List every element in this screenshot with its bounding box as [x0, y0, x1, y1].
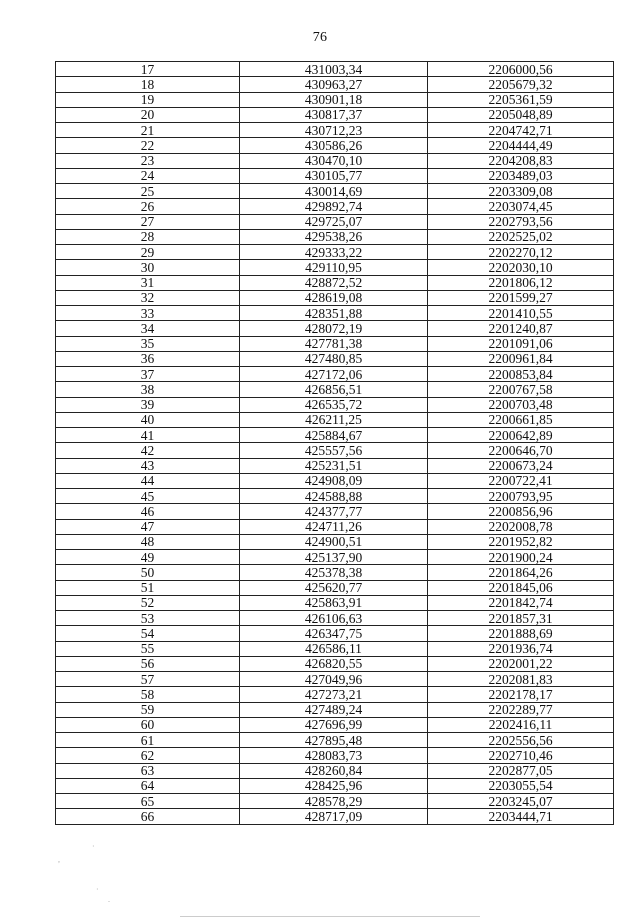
point-number-cell: 59	[56, 702, 240, 717]
x-coordinate-cell: 425620,77	[240, 580, 428, 595]
table-row	[56, 809, 614, 824]
y-coordinate-cell: 2201952,82	[428, 534, 614, 549]
x-coordinate-cell: 429538,26	[240, 229, 428, 244]
x-coordinate-cell: 430901,18	[240, 92, 428, 107]
y-coordinate-cell: 2203309,08	[428, 184, 614, 199]
table-row	[56, 229, 614, 244]
point-number-cell: 60	[56, 717, 240, 732]
point-number-cell: 40	[56, 412, 240, 427]
table-row	[56, 138, 614, 153]
point-number-cell: 41	[56, 428, 240, 443]
table-row	[56, 519, 614, 534]
y-coordinate-cell: 2200661,85	[428, 412, 614, 427]
point-number-cell: 48	[56, 534, 240, 549]
x-coordinate-cell: 427489,24	[240, 702, 428, 717]
point-number-cell: 49	[56, 550, 240, 565]
table-row	[56, 153, 614, 168]
point-number-cell: 20	[56, 107, 240, 122]
table-row	[56, 107, 614, 122]
y-coordinate-cell: 2202556,56	[428, 733, 614, 748]
table-row	[56, 489, 614, 504]
table-row	[56, 77, 614, 92]
y-coordinate-cell: 2200703,48	[428, 397, 614, 412]
x-coordinate-cell: 427480,85	[240, 351, 428, 366]
y-coordinate-cell: 2201900,24	[428, 550, 614, 565]
x-coordinate-cell: 428578,29	[240, 794, 428, 809]
x-coordinate-cell: 424908,09	[240, 473, 428, 488]
table-row	[56, 473, 614, 488]
y-coordinate-cell: 2202270,12	[428, 245, 614, 260]
y-coordinate-cell: 2205679,32	[428, 77, 614, 92]
y-coordinate-cell: 2202525,02	[428, 229, 614, 244]
point-number-cell: 38	[56, 382, 240, 397]
y-coordinate-cell: 2202030,10	[428, 260, 614, 275]
y-coordinate-cell: 2203444,71	[428, 809, 614, 824]
point-number-cell: 65	[56, 794, 240, 809]
point-number-cell: 66	[56, 809, 240, 824]
x-coordinate-cell: 425137,90	[240, 550, 428, 565]
x-coordinate-cell: 430817,37	[240, 107, 428, 122]
table-row	[56, 412, 614, 427]
table-row	[56, 763, 614, 778]
x-coordinate-cell: 425378,38	[240, 565, 428, 580]
y-coordinate-cell: 2205048,89	[428, 107, 614, 122]
point-number-cell: 19	[56, 92, 240, 107]
table-row	[56, 733, 614, 748]
point-number-cell: 28	[56, 229, 240, 244]
x-coordinate-cell: 425231,51	[240, 458, 428, 473]
table-row	[56, 748, 614, 763]
x-coordinate-cell: 430712,23	[240, 123, 428, 138]
point-number-cell: 25	[56, 184, 240, 199]
y-coordinate-cell: 2203074,45	[428, 199, 614, 214]
table-row	[56, 595, 614, 610]
y-coordinate-cell: 2202008,78	[428, 519, 614, 534]
table-row	[56, 92, 614, 107]
point-number-cell: 45	[56, 489, 240, 504]
table-row	[56, 458, 614, 473]
x-coordinate-cell: 426856,51	[240, 382, 428, 397]
point-number-cell: 51	[56, 580, 240, 595]
scan-speck: .	[108, 895, 110, 904]
point-number-cell: 44	[56, 473, 240, 488]
point-number-cell: 39	[56, 397, 240, 412]
y-coordinate-cell: 2201240,87	[428, 321, 614, 336]
scan-speck: ·	[96, 885, 99, 894]
y-coordinate-cell: 2200642,89	[428, 428, 614, 443]
table-row	[56, 580, 614, 595]
x-coordinate-cell: 428351,88	[240, 306, 428, 321]
point-number-cell: 36	[56, 351, 240, 366]
scan-speck: ·	[92, 842, 95, 851]
x-coordinate-cell: 429110,95	[240, 260, 428, 275]
y-coordinate-cell: 2202081,83	[428, 672, 614, 687]
x-coordinate-cell: 427172,06	[240, 367, 428, 382]
point-number-cell: 47	[56, 519, 240, 534]
table-row	[56, 550, 614, 565]
point-number-cell: 52	[56, 595, 240, 610]
table-row	[56, 794, 614, 809]
table-row	[56, 199, 614, 214]
x-coordinate-cell: 428717,09	[240, 809, 428, 824]
table-row	[56, 534, 614, 549]
x-coordinate-cell: 428872,52	[240, 275, 428, 290]
coordinates-table-body	[56, 62, 614, 825]
y-coordinate-cell: 2201842,74	[428, 595, 614, 610]
y-coordinate-cell: 2201864,26	[428, 565, 614, 580]
x-coordinate-cell: 427049,96	[240, 672, 428, 687]
x-coordinate-cell: 431003,34	[240, 62, 428, 77]
point-number-cell: 31	[56, 275, 240, 290]
table-row	[56, 214, 614, 229]
table-row	[56, 397, 614, 412]
x-coordinate-cell: 428083,73	[240, 748, 428, 763]
table-row	[56, 245, 614, 260]
x-coordinate-cell: 427696,99	[240, 717, 428, 732]
x-coordinate-cell: 428619,08	[240, 290, 428, 305]
table-row	[56, 611, 614, 626]
y-coordinate-cell: 2201857,31	[428, 611, 614, 626]
point-number-cell: 27	[56, 214, 240, 229]
y-coordinate-cell: 2202416,11	[428, 717, 614, 732]
page-number: 76	[312, 30, 328, 45]
x-coordinate-cell: 424588,88	[240, 489, 428, 504]
table-row	[56, 778, 614, 793]
table-row	[56, 672, 614, 687]
y-coordinate-cell: 2202793,56	[428, 214, 614, 229]
table-row	[56, 290, 614, 305]
table-row	[56, 641, 614, 656]
table-row	[56, 184, 614, 199]
point-number-cell: 54	[56, 626, 240, 641]
point-number-cell: 42	[56, 443, 240, 458]
y-coordinate-cell: 2200767,58	[428, 382, 614, 397]
y-coordinate-cell: 2202289,77	[428, 702, 614, 717]
x-coordinate-cell: 424377,77	[240, 504, 428, 519]
y-coordinate-cell: 2200673,24	[428, 458, 614, 473]
table-row	[56, 260, 614, 275]
x-coordinate-cell: 425884,67	[240, 428, 428, 443]
scan-speck: ,	[58, 855, 60, 864]
x-coordinate-cell: 428425,96	[240, 778, 428, 793]
point-number-cell: 56	[56, 656, 240, 671]
x-coordinate-cell: 425863,91	[240, 595, 428, 610]
y-coordinate-cell: 2206000,56	[428, 62, 614, 77]
x-coordinate-cell: 425557,56	[240, 443, 428, 458]
table-row	[56, 382, 614, 397]
table-row	[56, 702, 614, 717]
y-coordinate-cell: 2201806,12	[428, 275, 614, 290]
y-coordinate-cell: 2201410,55	[428, 306, 614, 321]
table-row	[56, 306, 614, 321]
point-number-cell: 55	[56, 641, 240, 656]
point-number-cell: 63	[56, 763, 240, 778]
y-coordinate-cell: 2205361,59	[428, 92, 614, 107]
x-coordinate-cell: 427781,38	[240, 336, 428, 351]
x-coordinate-cell: 430470,10	[240, 153, 428, 168]
x-coordinate-cell: 426347,75	[240, 626, 428, 641]
table-row	[56, 504, 614, 519]
x-coordinate-cell: 430586,26	[240, 138, 428, 153]
y-coordinate-cell: 2202877,05	[428, 763, 614, 778]
point-number-cell: 23	[56, 153, 240, 168]
y-coordinate-cell: 2204444,49	[428, 138, 614, 153]
y-coordinate-cell: 2202710,46	[428, 748, 614, 763]
table-row	[56, 565, 614, 580]
point-number-cell: 35	[56, 336, 240, 351]
x-coordinate-cell: 427895,48	[240, 733, 428, 748]
y-coordinate-cell: 2201888,69	[428, 626, 614, 641]
table-row	[56, 443, 614, 458]
table-row	[56, 717, 614, 732]
y-coordinate-cell: 2203489,03	[428, 168, 614, 183]
y-coordinate-cell: 2200856,96	[428, 504, 614, 519]
point-number-cell: 58	[56, 687, 240, 702]
point-number-cell: 26	[56, 199, 240, 214]
y-coordinate-cell: 2200722,41	[428, 473, 614, 488]
point-number-cell: 24	[56, 168, 240, 183]
x-coordinate-cell: 430105,77	[240, 168, 428, 183]
y-coordinate-cell: 2201936,74	[428, 641, 614, 656]
point-number-cell: 30	[56, 260, 240, 275]
point-number-cell: 57	[56, 672, 240, 687]
table-row	[56, 321, 614, 336]
point-number-cell: 17	[56, 62, 240, 77]
y-coordinate-cell: 2200646,70	[428, 443, 614, 458]
x-coordinate-cell: 426535,72	[240, 397, 428, 412]
x-coordinate-cell: 428260,84	[240, 763, 428, 778]
point-number-cell: 37	[56, 367, 240, 382]
table-row	[56, 428, 614, 443]
point-number-cell: 62	[56, 748, 240, 763]
point-number-cell: 32	[56, 290, 240, 305]
y-coordinate-cell: 2200853,84	[428, 367, 614, 382]
y-coordinate-cell: 2202001,22	[428, 656, 614, 671]
point-number-cell: 53	[56, 611, 240, 626]
x-coordinate-cell: 427273,21	[240, 687, 428, 702]
point-number-cell: 21	[56, 123, 240, 138]
table-row	[56, 626, 614, 641]
point-number-cell: 43	[56, 458, 240, 473]
y-coordinate-cell: 2204208,83	[428, 153, 614, 168]
x-coordinate-cell: 430014,69	[240, 184, 428, 199]
y-coordinate-cell: 2201599,27	[428, 290, 614, 305]
point-number-cell: 50	[56, 565, 240, 580]
y-coordinate-cell: 2201091,06	[428, 336, 614, 351]
point-number-cell: 29	[56, 245, 240, 260]
point-number-cell: 61	[56, 733, 240, 748]
x-coordinate-cell: 424900,51	[240, 534, 428, 549]
coordinates-table	[55, 61, 614, 825]
table-row	[56, 275, 614, 290]
x-coordinate-cell: 424711,26	[240, 519, 428, 534]
point-number-cell: 64	[56, 778, 240, 793]
x-coordinate-cell: 426106,63	[240, 611, 428, 626]
y-coordinate-cell: 2204742,71	[428, 123, 614, 138]
x-coordinate-cell: 426586,11	[240, 641, 428, 656]
x-coordinate-cell: 426211,25	[240, 412, 428, 427]
x-coordinate-cell: 426820,55	[240, 656, 428, 671]
table-row	[56, 123, 614, 138]
point-number-cell: 33	[56, 306, 240, 321]
y-coordinate-cell: 2200793,95	[428, 489, 614, 504]
y-coordinate-cell: 2203245,07	[428, 794, 614, 809]
y-coordinate-cell: 2202178,17	[428, 687, 614, 702]
table-row	[56, 367, 614, 382]
point-number-cell: 34	[56, 321, 240, 336]
y-coordinate-cell: 2201845,06	[428, 580, 614, 595]
table-row	[56, 168, 614, 183]
table-row	[56, 656, 614, 671]
y-coordinate-cell: 2203055,54	[428, 778, 614, 793]
x-coordinate-cell: 429333,22	[240, 245, 428, 260]
table-row	[56, 62, 614, 77]
x-coordinate-cell: 430963,27	[240, 77, 428, 92]
table-row	[56, 336, 614, 351]
table-row	[56, 351, 614, 366]
x-coordinate-cell: 429725,07	[240, 214, 428, 229]
point-number-cell: 22	[56, 138, 240, 153]
table-row	[56, 687, 614, 702]
point-number-cell: 18	[56, 77, 240, 92]
y-coordinate-cell: 2200961,84	[428, 351, 614, 366]
point-number-cell: 46	[56, 504, 240, 519]
x-coordinate-cell: 429892,74	[240, 199, 428, 214]
x-coordinate-cell: 428072,19	[240, 321, 428, 336]
